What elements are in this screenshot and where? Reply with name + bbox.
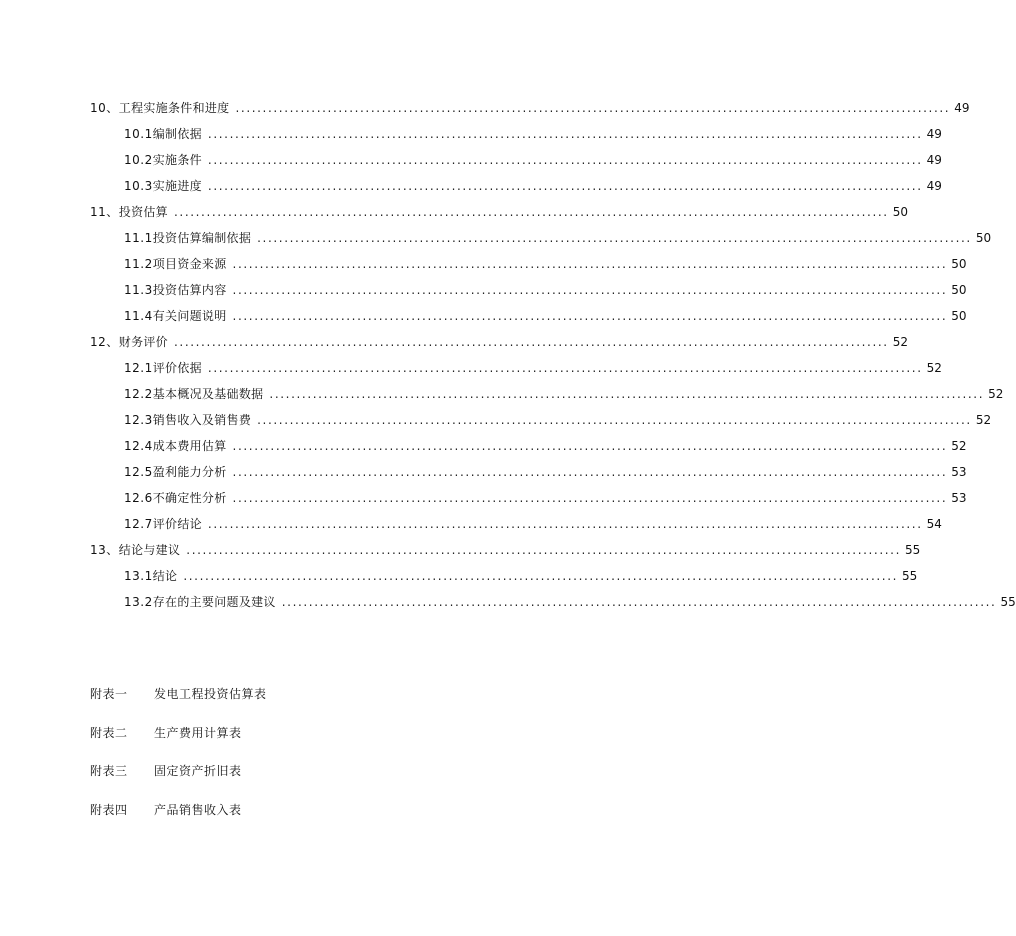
toc-entry-page: 52: [892, 335, 908, 349]
toc-entry-number: 13、: [90, 543, 119, 557]
appendix-item[interactable]: [90, 683, 570, 722]
appendix-item[interactable]: [90, 760, 570, 799]
toc-entry-number: 11.1: [124, 231, 153, 245]
toc-entry-page: 55: [902, 569, 918, 583]
toc-entry-11-2[interactable]: [0, 253, 967, 279]
toc-entry-number: 12.2: [124, 387, 153, 401]
toc-leader-dots: ....................................................................................................................................: [207, 517, 923, 531]
appendix-title: 生产费用计算表: [154, 725, 242, 740]
toc-leader-dots: ....................................................................................................................................: [257, 231, 972, 245]
toc-entry-title: 实施进度: [152, 179, 202, 193]
toc-entry-page: 52: [975, 413, 992, 427]
toc-entry-number: 10.3: [124, 179, 153, 193]
appendix-title: 发电工程投资估算表: [154, 687, 267, 701]
toc-entry-number: 12、: [90, 335, 119, 349]
appendix-list: [90, 683, 570, 837]
toc-entry-11-3[interactable]: [0, 279, 967, 305]
toc-entry-12-5[interactable]: [0, 461, 967, 487]
toc-entry-page: 50: [951, 283, 967, 297]
toc-leader-dots: ....................................................................................................................................: [269, 387, 985, 401]
toc-entry-12-2[interactable]: [0, 383, 1004, 409]
toc-leader-dots: ....................................................................................................................................: [207, 127, 923, 141]
toc-entry-11[interactable]: [0, 201, 908, 227]
toc-entry-12-6[interactable]: [0, 487, 967, 513]
toc-entry-page: 52: [988, 387, 1004, 401]
toc-leader-dots: ....................................................................................................................................: [257, 413, 972, 427]
toc-entry-number: 12.5: [124, 465, 153, 479]
toc-entry-12-1[interactable]: [0, 357, 942, 383]
appendix-title: 固定资产折旧表: [154, 764, 242, 778]
toc-entry-title: 销售收入及销售费: [152, 413, 252, 427]
appendix-item[interactable]: [90, 799, 570, 838]
toc-entry-page: 55: [905, 543, 921, 557]
toc-leader-dots: ....................................................................................................................................: [173, 205, 889, 219]
toc-leader-dots: ....................................................................................................................................: [232, 309, 948, 323]
toc-leader-dots: ....................................................................................................................................: [207, 153, 923, 167]
appendix-label: 附表一: [90, 687, 128, 701]
toc-entry-number: 12.3: [124, 413, 153, 427]
toc-entry-title: 结论与建议: [118, 543, 181, 557]
toc-entry-number: 13.2: [124, 595, 153, 609]
appendix-label: 附表四: [90, 802, 128, 817]
toc-entry-number: 11.3: [124, 283, 153, 297]
toc-entry-10-1[interactable]: [0, 123, 942, 149]
toc-entry-number: 12.1: [124, 361, 153, 375]
toc-leader-dots: ....................................................................................................................................: [186, 543, 902, 557]
toc-entry-title: 编制依据: [152, 127, 202, 141]
toc-entry-page: 52: [926, 361, 942, 375]
toc-entry-number: 11.4: [124, 309, 153, 323]
toc-entry-11-4[interactable]: [0, 305, 967, 331]
toc-entry-page: 49: [926, 127, 942, 141]
toc-entry-title: 盈利能力分析: [152, 465, 227, 479]
toc-entry-number: 12.6: [124, 491, 153, 505]
toc-entry-12-7[interactable]: [0, 513, 942, 539]
toc-entry-title: 成本费用估算: [152, 439, 227, 453]
appendix-label: 附表二: [90, 725, 128, 740]
toc-leader-dots: ....................................................................................................................................: [232, 283, 948, 297]
toc-entry-title: 财务评价: [118, 335, 168, 349]
toc-entry-title: 有关问题说明: [152, 309, 227, 323]
toc-entry-page: 53: [951, 491, 967, 505]
toc-leader-dots: ....................................................................................................................................: [235, 101, 951, 115]
appendix-label: 附表三: [90, 764, 128, 778]
toc-entry-title: 工程实施条件和进度: [118, 101, 230, 115]
toc-entry-number: 10.1: [124, 127, 153, 141]
table-of-contents: [0, 97, 1016, 617]
toc-entry-number: 13.1: [124, 569, 153, 583]
toc-entry-page: 50: [975, 231, 992, 245]
toc-entry-title: 存在的主要问题及建议: [152, 595, 276, 609]
toc-entry-title: 投资估算编制依据: [152, 231, 252, 245]
toc-entry-10-2[interactable]: [0, 149, 942, 175]
toc-entry-page: 49: [926, 153, 942, 167]
toc-entry-title: 投资估算: [118, 205, 168, 219]
toc-entry-10-3[interactable]: [0, 175, 942, 201]
toc-entry-number: 10.2: [124, 153, 153, 167]
toc-entry-page: 50: [892, 205, 908, 219]
toc-entry-number: 11.2: [124, 257, 153, 271]
toc-entry-number: 11、: [90, 205, 119, 219]
toc-entry-12[interactable]: [0, 331, 908, 357]
toc-leader-dots: ....................................................................................................................................: [173, 335, 889, 349]
toc-leader-dots: ....................................................................................................................................: [232, 491, 948, 505]
toc-leader-dots: ....................................................................................................................................: [207, 361, 923, 375]
toc-entry-title: 评价依据: [152, 361, 202, 375]
toc-entry-page: 49: [926, 179, 942, 193]
toc-leader-dots: ....................................................................................................................................: [183, 569, 899, 583]
toc-leader-dots: ....................................................................................................................................: [232, 257, 948, 271]
toc-entry-11-1[interactable]: [0, 227, 992, 253]
toc-entry-title: 投资估算内容: [152, 283, 227, 297]
toc-entry-13-2[interactable]: [0, 591, 1016, 617]
toc-entry-page: 50: [951, 309, 967, 323]
toc-entry-13-1[interactable]: [0, 565, 918, 591]
toc-entry-title: 评价结论: [152, 517, 202, 531]
toc-entry-title: 项目资金来源: [152, 257, 227, 271]
toc-leader-dots: ....................................................................................................................................: [232, 439, 948, 453]
toc-entry-10[interactable]: [0, 97, 970, 123]
toc-entry-page: 49: [954, 101, 970, 115]
toc-entry-page: 50: [951, 257, 967, 271]
toc-entry-title: 不确定性分析: [152, 491, 227, 505]
appendix-item[interactable]: [90, 722, 570, 761]
toc-leader-dots: ....................................................................................................................................: [281, 595, 997, 609]
toc-entry-12-3[interactable]: [0, 409, 992, 435]
toc-entry-number: 10、: [90, 101, 119, 115]
toc-entry-12-4[interactable]: [0, 435, 967, 461]
toc-leader-dots: ....................................................................................................................................: [207, 179, 923, 193]
toc-entry-page: 53: [951, 465, 967, 479]
toc-leader-dots: ....................................................................................................................................: [232, 465, 948, 479]
toc-entry-title: 基本概况及基础数据: [152, 387, 264, 401]
toc-entry-page: 54: [926, 517, 942, 531]
toc-entry-number: 12.7: [124, 517, 153, 531]
toc-entry-page: 55: [1000, 595, 1016, 609]
toc-entry-title: 实施条件: [152, 153, 202, 167]
toc-entry-page: 52: [951, 439, 967, 453]
toc-entry-13[interactable]: [0, 539, 921, 565]
appendix-title: 产品销售收入表: [154, 802, 242, 817]
toc-entry-title: 结论: [152, 569, 178, 583]
toc-entry-number: 12.4: [124, 439, 153, 453]
